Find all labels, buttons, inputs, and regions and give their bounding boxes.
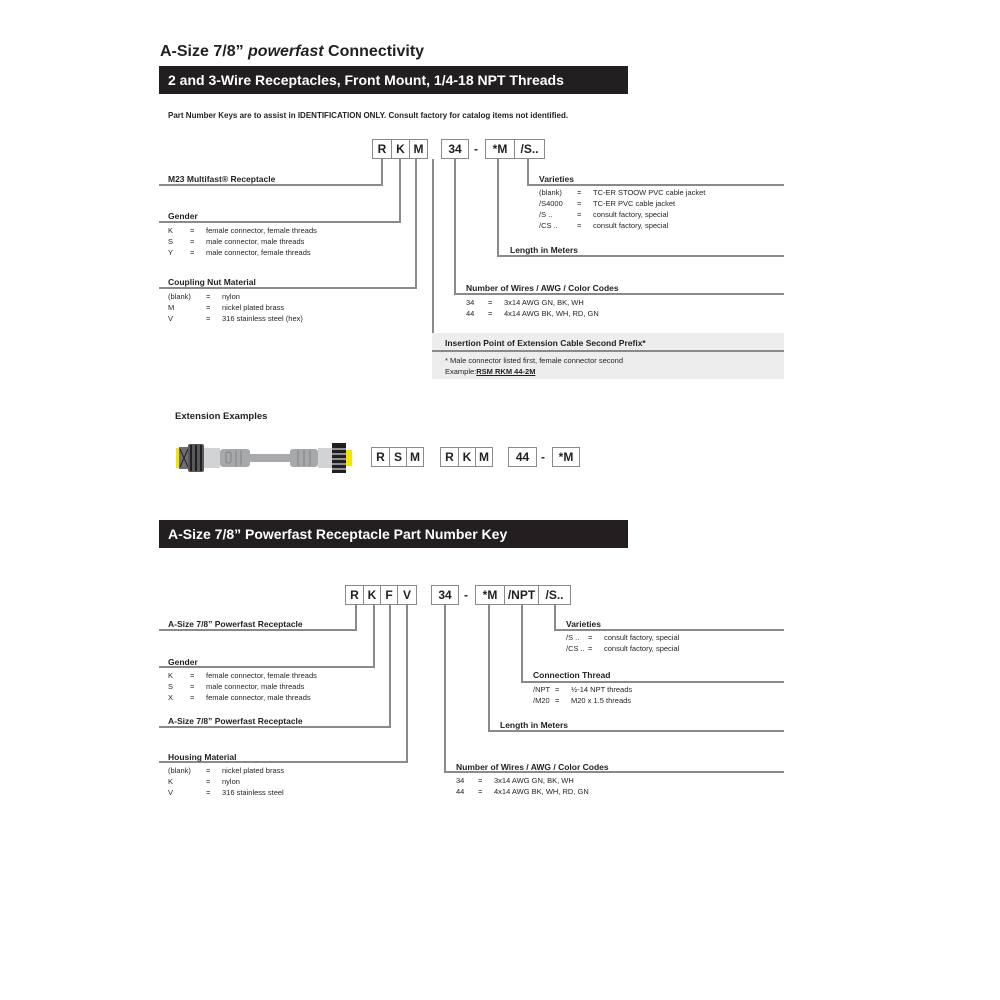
option-row: K = female connector, female threads [168, 671, 317, 680]
leader-line [389, 605, 391, 728]
example-code: 44 [515, 450, 530, 464]
part-code-variety: /S.. [514, 140, 544, 158]
extension-cable-illustration [176, 440, 352, 476]
part-dash: - [474, 142, 478, 156]
option-row: V = 316 stainless steel (hex) [168, 314, 303, 323]
example-box-rkm [440, 447, 493, 467]
part-dash: - [464, 588, 468, 602]
part-code-k: K [391, 140, 409, 158]
coupling-options [168, 291, 303, 324]
part-box-wires [431, 585, 459, 605]
key-label-housing: Housing Material [168, 752, 237, 762]
option-row: 34 = 3x14 AWG GN, BK, WH [456, 776, 574, 785]
key-label-insertion: Insertion Point of Extension Cable Second Prefix* [445, 338, 646, 348]
example-dash: - [541, 450, 545, 464]
leader-line [159, 221, 401, 223]
part-box-length-thread-variety [475, 585, 571, 605]
title-prefix: A-Size 7/8” [160, 43, 249, 60]
option-row: 34 = 3x14 AWG GN, BK, WH [466, 298, 584, 307]
leader-line [554, 605, 556, 631]
key-label-wires: Number of Wires / AWG / Color Codes [456, 762, 609, 772]
option-row: /CS .. = consult factory, special [566, 644, 680, 653]
leader-line [488, 730, 784, 732]
part-code-m: M [409, 140, 427, 158]
key-label-receptacle: A-Size 7/8” Powerfast Receptacle [168, 619, 303, 629]
option-row: 44 = 4x14 AWG BK, WH, RD, GN [456, 787, 589, 796]
varieties-options [566, 632, 679, 654]
leader-line [521, 605, 523, 683]
wires-options [466, 297, 599, 319]
leader-line [159, 629, 357, 631]
part-box-rkm [372, 139, 428, 159]
option-row: K = nylon [168, 777, 240, 786]
part-box-wires [441, 139, 469, 159]
part-code-34: 34 [448, 142, 462, 156]
example-code: K [458, 448, 475, 466]
example-code: S [389, 448, 406, 466]
key-label-length: Length in Meters [500, 720, 569, 730]
example-code: *M [558, 450, 574, 464]
insertion-footnote: * Male connector listed first, female connector second [445, 356, 624, 365]
option-row: 44 = 4x14 AWG BK, WH, RD, GN [466, 309, 599, 318]
key-label-coupling-nut: Coupling Nut Material [168, 277, 256, 287]
example-code: R [376, 450, 385, 464]
option-row: V = 316 stainless steel [168, 788, 284, 797]
option-row: S = male connector, male threads [168, 237, 305, 246]
key-label-gender: Gender [168, 211, 198, 221]
leader-line [355, 605, 357, 631]
wires-options [456, 775, 589, 797]
title-suffix: Connectivity [323, 43, 425, 60]
leader-line [399, 159, 401, 223]
part-code-r: R [377, 142, 387, 156]
leader-line [159, 726, 391, 728]
part-code-r: R [350, 588, 359, 602]
section2-banner: A-Size 7/8” Powerfast Receptacle Part Number Key [159, 520, 628, 548]
section1-banner: 2 and 3-Wire Receptacles, Front Mount, 1/4-18 NPT Threads [159, 66, 628, 94]
option-row: K = female connector, female threads [168, 226, 317, 235]
part-code-f: F [380, 586, 397, 604]
example-code: M [475, 448, 492, 466]
part-code-length: *M [482, 588, 498, 602]
key-label-gender: Gender [168, 657, 198, 667]
part-code-variety: /S.. [538, 586, 570, 604]
option-row: /S .. = consult factory, special [566, 633, 680, 642]
part-box-length-variety [485, 139, 545, 159]
example-code: M [406, 448, 423, 466]
key-label-length: Length in Meters [510, 245, 579, 255]
option-row: Y = male connector, female threads [168, 248, 311, 257]
part-code-34: 34 [438, 588, 452, 602]
title-brand: powerfast [248, 43, 324, 60]
option-row: M = nickel plated brass [168, 303, 285, 312]
example-part-number: RSM RKM 44-2M [476, 367, 536, 376]
option-row: /S4000 = TC-ER PVC cable jacket [539, 199, 676, 208]
leader-line [432, 350, 784, 352]
insertion-example: Example: RSM RKM 44-2M [445, 367, 536, 376]
part-code-k: K [363, 586, 380, 604]
key-label-receptacle-type: A-Size 7/8” Powerfast Receptacle [168, 716, 303, 726]
leader-line [406, 605, 408, 763]
leader-line [454, 159, 456, 295]
housing-options [168, 765, 284, 798]
leader-line [159, 184, 383, 186]
key-label-connection-thread: Connection Thread [533, 670, 611, 680]
leader-line [454, 293, 784, 295]
key-label-receptacle: M23 Multifast® Receptacle [168, 174, 276, 184]
leader-line [415, 159, 417, 289]
leader-line [527, 159, 529, 186]
example-box-length [552, 447, 580, 467]
leader-line [373, 605, 375, 668]
part-box-rkfv [345, 585, 417, 605]
key-label-wires: Number of Wires / AWG / Color Codes [466, 283, 619, 293]
option-row: /S .. = consult factory, special [539, 210, 669, 219]
option-row: (blank) = nylon [168, 292, 240, 301]
option-row: (blank) = TC-ER STOOW PVC cable jacket [539, 188, 706, 197]
leader-line [521, 681, 784, 683]
identification-note: Part Number Keys are to assist in IDENTIFICATION ONLY. Consult factory for catalog items not identified. [168, 111, 569, 120]
leader-line [527, 184, 784, 186]
key-label-varieties: Varieties [566, 619, 601, 629]
gender-options [168, 225, 317, 258]
part-code-thread: /NPT [504, 586, 538, 604]
option-row: (blank) = nickel plated brass [168, 766, 285, 775]
option-row: /CS .. = consult factory, special [539, 221, 669, 230]
part-code-length: *M [492, 142, 508, 156]
leader-line [554, 629, 784, 631]
leader-line [497, 255, 784, 257]
gender-options [168, 670, 317, 703]
leader-line [497, 159, 499, 257]
leader-line [488, 605, 490, 732]
extension-examples-title: Extension Examples [175, 411, 268, 422]
option-row: /NPT = ½-14 NPT threads [533, 685, 633, 694]
option-row: S = male connector, male threads [168, 682, 305, 691]
leader-line [444, 605, 446, 773]
leader-line [381, 159, 383, 186]
example-code: R [445, 450, 454, 464]
page-title [160, 43, 424, 61]
varieties-options [539, 187, 705, 231]
leader-line [159, 287, 417, 289]
option-row: X = female connector, male threads [168, 693, 311, 702]
thread-options [533, 684, 632, 706]
insertion-notes [445, 355, 623, 377]
key-label-varieties: Varieties [539, 174, 574, 184]
option-row: /M20 = M20 x 1.5 threads [533, 696, 632, 705]
example-box-rsm [371, 447, 424, 467]
example-box-wires [508, 447, 537, 467]
part-code-v: V [397, 586, 416, 604]
